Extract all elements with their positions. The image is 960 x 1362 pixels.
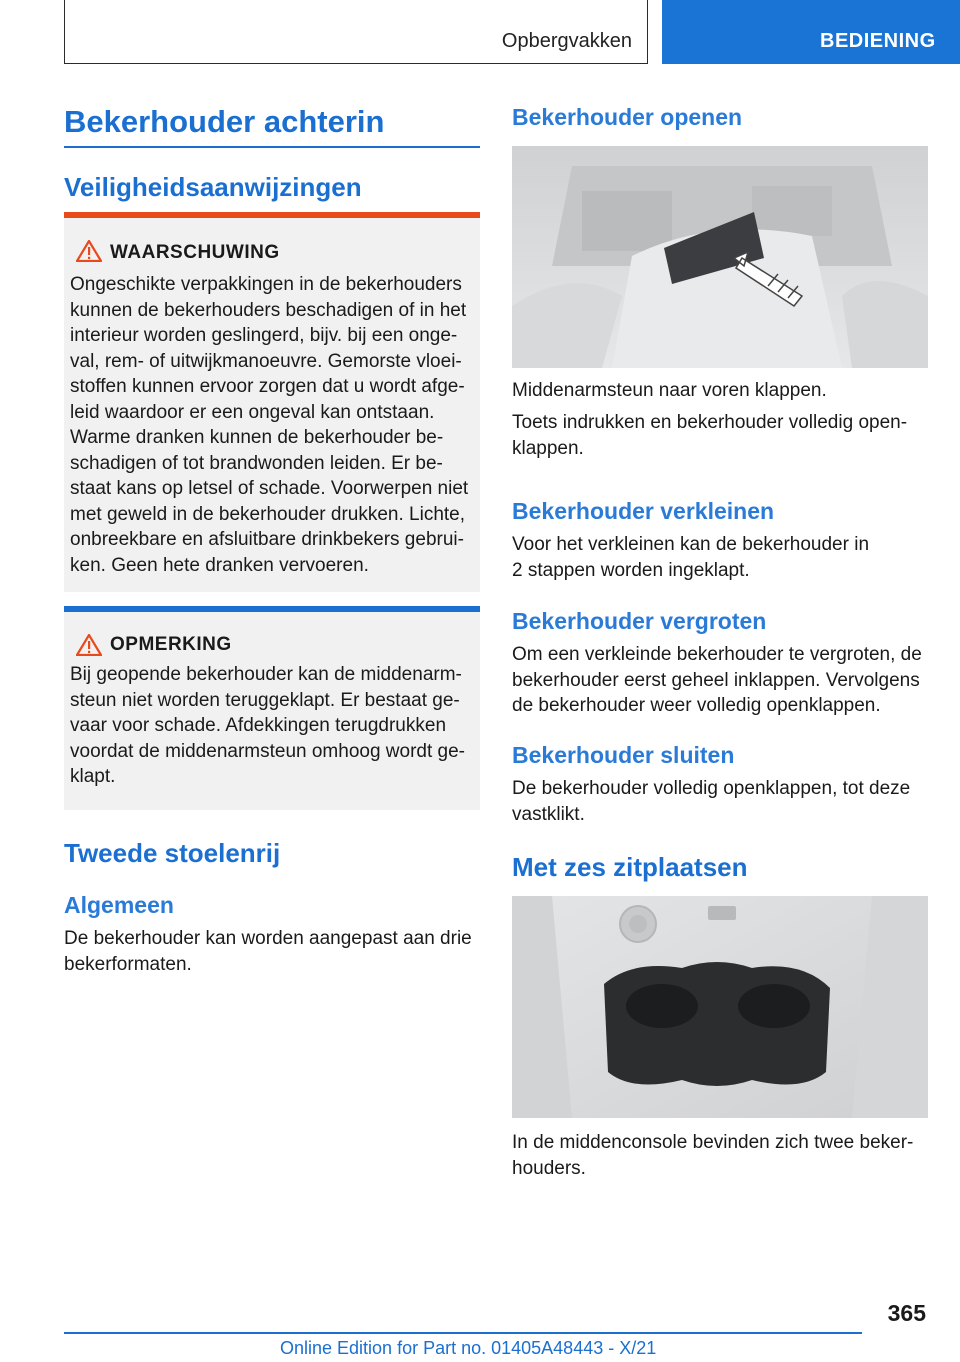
enlarge-line: Om een verkleinde bekerhouder te vergroten, de	[512, 644, 922, 665]
notice-line: Bij geopende bekerhouder kan de middenarm-	[70, 664, 462, 685]
notice-triangle-icon	[76, 634, 102, 656]
cupholder-photo	[512, 896, 928, 1118]
warning-line: stoffen kunnen ervoor zorgen dat u wordt afge-	[70, 376, 465, 397]
six-seats-heading: Met zes zitplaatsen	[512, 852, 748, 882]
notice-line: vaar voor schade. Afdekkingen terugdrukken	[70, 715, 447, 736]
warning-line: leid waardoor er een ongeval kan ontstaan.	[70, 401, 435, 423]
cupholder-illustration	[512, 896, 928, 1118]
shrink-heading: Bekerhouder verkleinen	[512, 498, 775, 524]
title-rule	[64, 146, 480, 148]
armrest-illustration	[512, 146, 928, 368]
notice-text	[70, 662, 480, 790]
enlarge-text	[512, 642, 952, 719]
general-heading: Algemeen	[64, 892, 174, 918]
header-chapter-tab	[662, 0, 960, 64]
armrest-photo	[512, 146, 928, 368]
warning-line: ken. Geen hete dranken vervoeren.	[70, 554, 369, 576]
shrink-text	[512, 532, 928, 583]
warning-line: Warme dranken kunnen de bekerhouder be-	[70, 427, 444, 448]
warning-line: met geweld in de bekerhouder drukken. Lichte,	[70, 503, 466, 525]
enlarge-heading: Bekerhouder vergroten	[512, 608, 767, 634]
warning-bar	[64, 212, 480, 218]
page-number: 365	[887, 1300, 926, 1326]
notice-line: voordat de middenarmsteun omhoog wordt ge-	[70, 740, 466, 762]
warning-line: schadigen of tot brandwonden leiden. Er be-	[70, 452, 443, 474]
notice-title: OPMERKING	[110, 634, 232, 655]
warning-box	[64, 212, 480, 592]
header-chapter-label: BEDIENING	[820, 30, 936, 52]
warning-line: Ongeschikte verpakkingen in de bekerhouders	[70, 274, 462, 295]
shrink-line: Voor het verkleinen kan de bekerhouder in	[512, 534, 870, 555]
warning-title: WAARSCHUWING	[110, 242, 280, 263]
open-step-2-line: klappen.	[512, 437, 584, 459]
close-line: De bekerhouder volledig openklappen, tot deze	[512, 778, 911, 799]
general-line: bekerformaten.	[64, 953, 192, 975]
enlarge-line: de bekerhouder weer volledig openklappen.	[512, 695, 881, 716]
open-heading: Bekerhouder openen	[512, 104, 743, 130]
notice-bar	[64, 606, 480, 612]
header-section-title: Opbergvakken	[501, 30, 632, 52]
open-step-1: Middenarmsteun naar voren klappen.	[512, 380, 827, 401]
warning-text	[70, 272, 480, 578]
warning-line: staat kans op letsel of schade. Voorwerpen niet	[70, 478, 469, 499]
warning-line: kunnen de bekerhouders beschadigen of in het	[70, 299, 467, 321]
close-heading: Bekerhouder sluiten	[512, 742, 735, 768]
open-step-2-line: Toets indrukken en bekerhouder volledig open-	[512, 412, 908, 433]
six-seats-line: In de middenconsole bevinden zich twee beker-	[512, 1132, 914, 1153]
enlarge-line: bekerhouder eerst geheel inklappen. Vervolgens	[512, 669, 920, 691]
warning-triangle-icon	[76, 240, 102, 262]
general-line: De bekerhouder kan worden aangepast aan drie	[64, 928, 472, 949]
close-line: vastklikt.	[512, 803, 585, 825]
warning-line: val, rem- of uitwijkmanoeuvre. Gemorste vloei-	[70, 350, 462, 372]
page-title: Bekerhouder achterin	[64, 104, 385, 139]
notice-line: klapt.	[70, 766, 116, 787]
open-step-2	[512, 410, 928, 461]
close-text	[512, 776, 928, 827]
general-text	[64, 926, 480, 977]
shrink-line: 2 stappen worden ingeklapt.	[512, 559, 750, 581]
footer-rule	[64, 1332, 862, 1334]
footer-edition: Online Edition for Part no. 01405A48443 - X/21	[280, 1338, 657, 1358]
six-seats-text	[512, 1130, 928, 1181]
six-seats-line: houders.	[512, 1157, 586, 1179]
notice-box	[64, 606, 480, 810]
warning-line: interieur worden geslingerd, bijv. bij een onge-	[70, 325, 458, 346]
warning-line: onbreekbare en afsluitbare drinkbekers gebrui-	[70, 529, 464, 550]
second-row-heading: Tweede stoelenrij	[64, 838, 281, 868]
safety-heading: Veiligheidsaanwijzingen	[64, 172, 362, 202]
notice-line: steun niet worden teruggeklapt. Er bestaat ge-	[70, 689, 460, 711]
